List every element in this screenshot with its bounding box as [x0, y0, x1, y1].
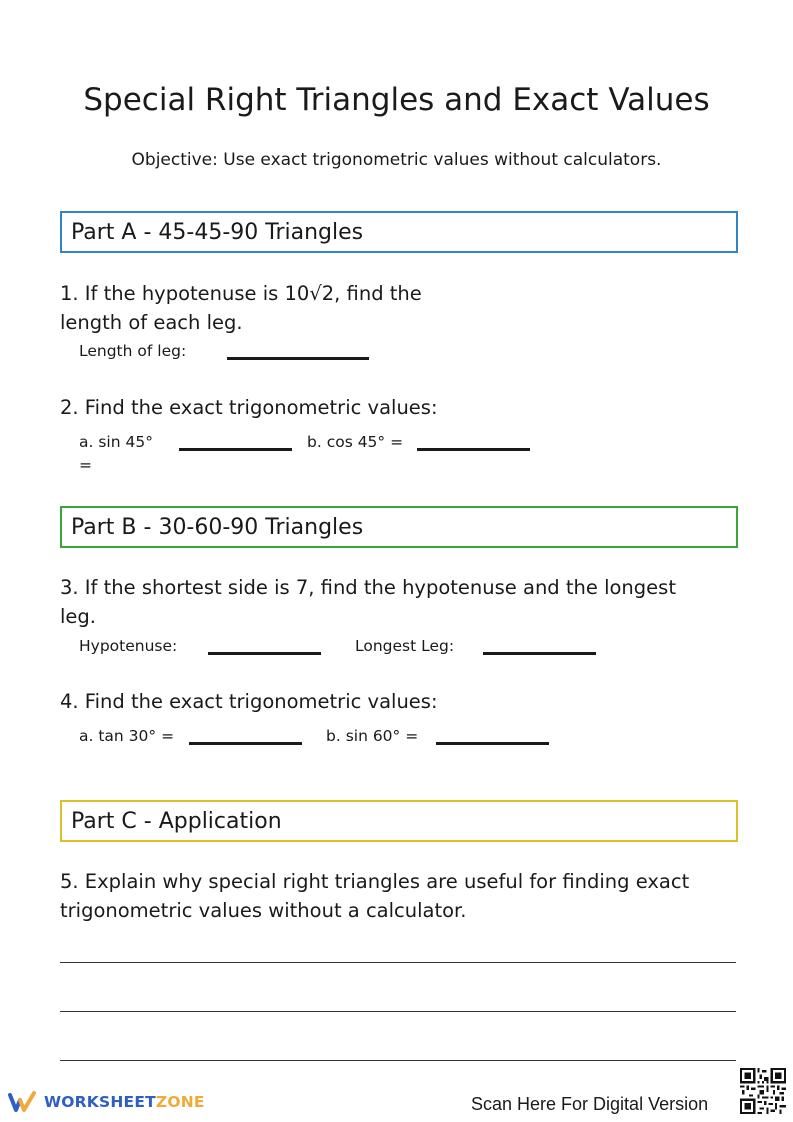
hypotenuse-label: Hypotenuse:: [79, 637, 178, 655]
answer-writing-line-3[interactable]: [60, 1060, 736, 1061]
part-b-heading-text: Part B - 30-60-90 Triangles: [71, 515, 364, 540]
longest-leg-label: Longest Leg:: [355, 637, 455, 655]
worksheetzone-logo: [8, 1090, 205, 1114]
qr-code-icon[interactable]: [740, 1068, 786, 1114]
scan-here-text: Scan Here For Digital Version: [471, 1094, 709, 1114]
logo-word-worksheet: WORKSHEET: [44, 1093, 156, 1111]
cos-45-label: b. cos 45° =: [307, 433, 404, 451]
part-a-heading-text: Part A - 45-45-90 Triangles: [71, 220, 364, 245]
objective-text: Objective: Use exact trigonometric values without calculators.: [131, 150, 662, 170]
logo-word-zone: ZONE: [155, 1093, 205, 1111]
longest-leg-answer-blank[interactable]: [483, 652, 596, 655]
question-1-line-1: 1. If the hypotenuse is 10√2, find the: [60, 282, 422, 305]
question-3-line-1: 3. If the shortest side is 7, find the hypotenuse and the longest: [60, 576, 676, 599]
answer-writing-line-1[interactable]: [60, 962, 736, 963]
question-4-text: 4. Find the exact trigonometric values:: [60, 690, 438, 713]
part-a-heading: [60, 211, 738, 253]
page-title: Special Right Triangles and Exact Values: [83, 82, 710, 118]
question-5-line-2: trigonometric values without a calculator.: [60, 899, 467, 922]
sin-45-equals: =: [79, 456, 92, 474]
cos-45-answer-blank[interactable]: [417, 448, 530, 451]
tan-30-label: a. tan 30° =: [79, 727, 175, 745]
logo-wordmark: [44, 1093, 205, 1111]
question-3-line-2: leg.: [60, 605, 96, 628]
leg-length-label: Length of leg:: [79, 342, 187, 360]
question-5-line-1: 5. Explain why special right triangles are useful for finding exact: [60, 870, 690, 893]
sin-60-label: b. sin 60° =: [326, 727, 419, 745]
tan-30-answer-blank[interactable]: [189, 742, 302, 745]
question-2-text: 2. Find the exact trigonometric values:: [60, 396, 438, 419]
leg-length-answer-blank[interactable]: [227, 357, 369, 360]
answer-writing-line-2[interactable]: [60, 1011, 736, 1012]
question-1-line-2: length of each leg.: [60, 311, 243, 334]
sin-45-answer-blank[interactable]: [179, 448, 292, 451]
sin-60-answer-blank[interactable]: [436, 742, 549, 745]
part-b-heading: [60, 506, 738, 548]
sin-45-label: a. sin 45°: [79, 433, 153, 451]
part-c-heading-text: Part C - Application: [71, 809, 282, 834]
part-c-heading: [60, 800, 738, 842]
worksheetzone-logo-icon: [8, 1090, 38, 1114]
hypotenuse-answer-blank[interactable]: [208, 652, 321, 655]
